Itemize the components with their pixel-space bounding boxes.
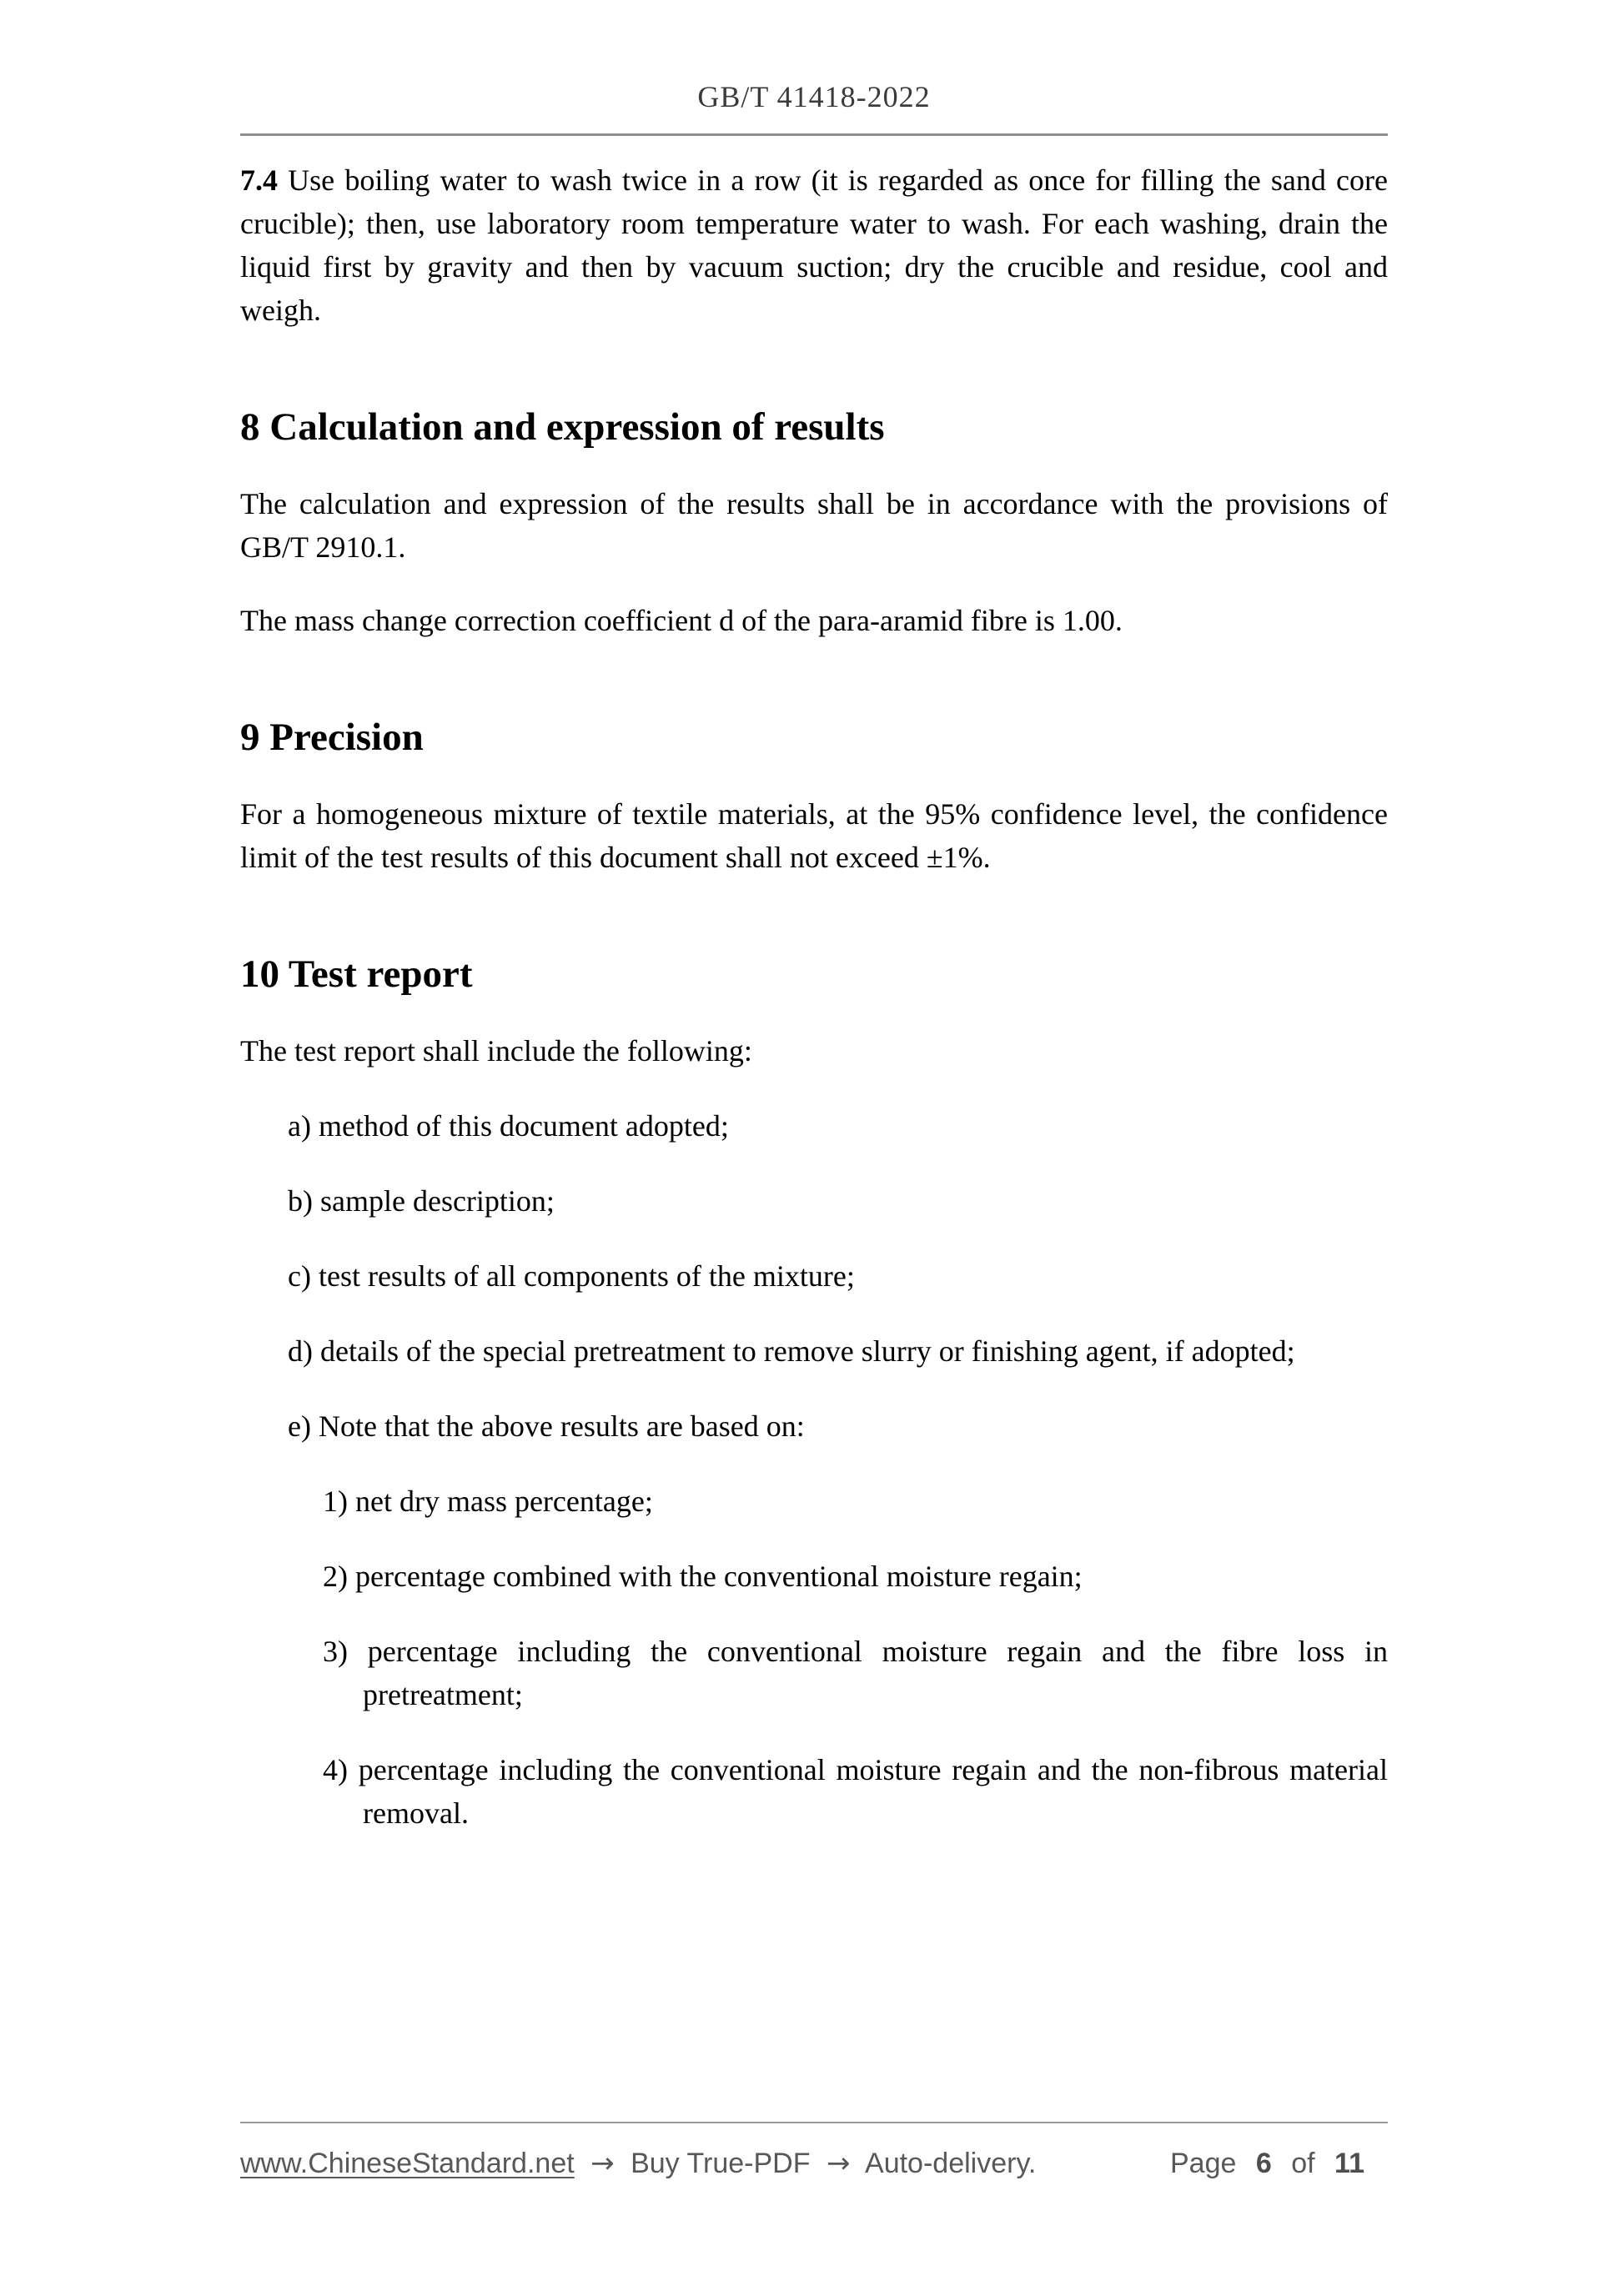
section-heading-10: 10 Test report (240, 952, 473, 996)
list-item-c: c) test results of all components of the mixture; (288, 1259, 855, 1293)
footer-row (240, 2145, 1388, 2182)
section-heading-9: 9 Precision (240, 716, 424, 759)
current-page-number: 6 (1255, 2148, 1272, 2179)
page-footer (240, 2122, 1388, 2182)
page-content (240, 0, 1388, 1835)
clause-number: 7.4 (240, 163, 278, 197)
paragraph-7-4 (240, 158, 1388, 332)
total-page-number: 11 (1334, 2148, 1364, 2179)
footer-promo (240, 2145, 1044, 2182)
list-item-e: e) Note that the above results are based on: (288, 1409, 805, 1443)
auto-delivery-label: Auto-delivery. (865, 2148, 1037, 2179)
list-item-b: b) sample description; (288, 1184, 555, 1218)
of-label: of (1291, 2148, 1315, 2179)
sublist-item-3: 3) percentage including the conventional moisture regain and the fibre loss in pretreatment; (323, 1635, 1388, 1711)
footer-divider (240, 2122, 1388, 2123)
header-divider (240, 133, 1388, 136)
section-8-paragraph-2: The mass change correction coefficient d of the para-aramid fibre is 1.00. (240, 604, 1123, 637)
clause-text: Use boiling water to wash twice in a row (it is regarded as once for filling the sand core crucible); then, use laboratory room temperature water to wash. For each washing, drain the liquid first by gravity and then by vacuum suction; dry the crucible and residue, cool and weigh. (240, 163, 1388, 327)
arrow-icon: → (590, 2147, 615, 2180)
buy-true-pdf-label: Buy True-PDF (631, 2148, 811, 2179)
list-item-a: a) method of this document adopted; (288, 1109, 729, 1143)
document-number-header: GB/T 41418-2022 (697, 80, 931, 113)
section-8-paragraph-1: The calculation and expression of the results shall be in accordance with the provisions of GB/T 2910.1. (240, 487, 1388, 564)
website-link[interactable]: www.ChineseStandard.net (240, 2148, 575, 2179)
list-item-d: d) details of the special pretreatment to remove slurry or finishing agent, if adopted; (288, 1334, 1295, 1368)
arrow-icon: → (826, 2147, 851, 2180)
section-9-paragraph-1: For a homogeneous mixture of textile materials, at the 95% confidence level, the confidence limit of the test results of this document shall not exceed ±1%. (240, 797, 1388, 874)
section-heading-8: 8 Calculation and expression of results (240, 405, 885, 449)
page-indicator (1170, 2145, 1388, 2182)
sublist-item-2: 2) percentage combined with the conventional moisture regain; (323, 1560, 1083, 1593)
page-label: Page (1170, 2148, 1237, 2179)
sublist-item-4: 4) percentage including the conventional moisture regain and the non-fibrous material removal. (323, 1753, 1388, 1830)
section-10-intro: The test report shall include the following: (240, 1034, 752, 1068)
sublist-item-1: 1) net dry mass percentage; (323, 1485, 653, 1518)
